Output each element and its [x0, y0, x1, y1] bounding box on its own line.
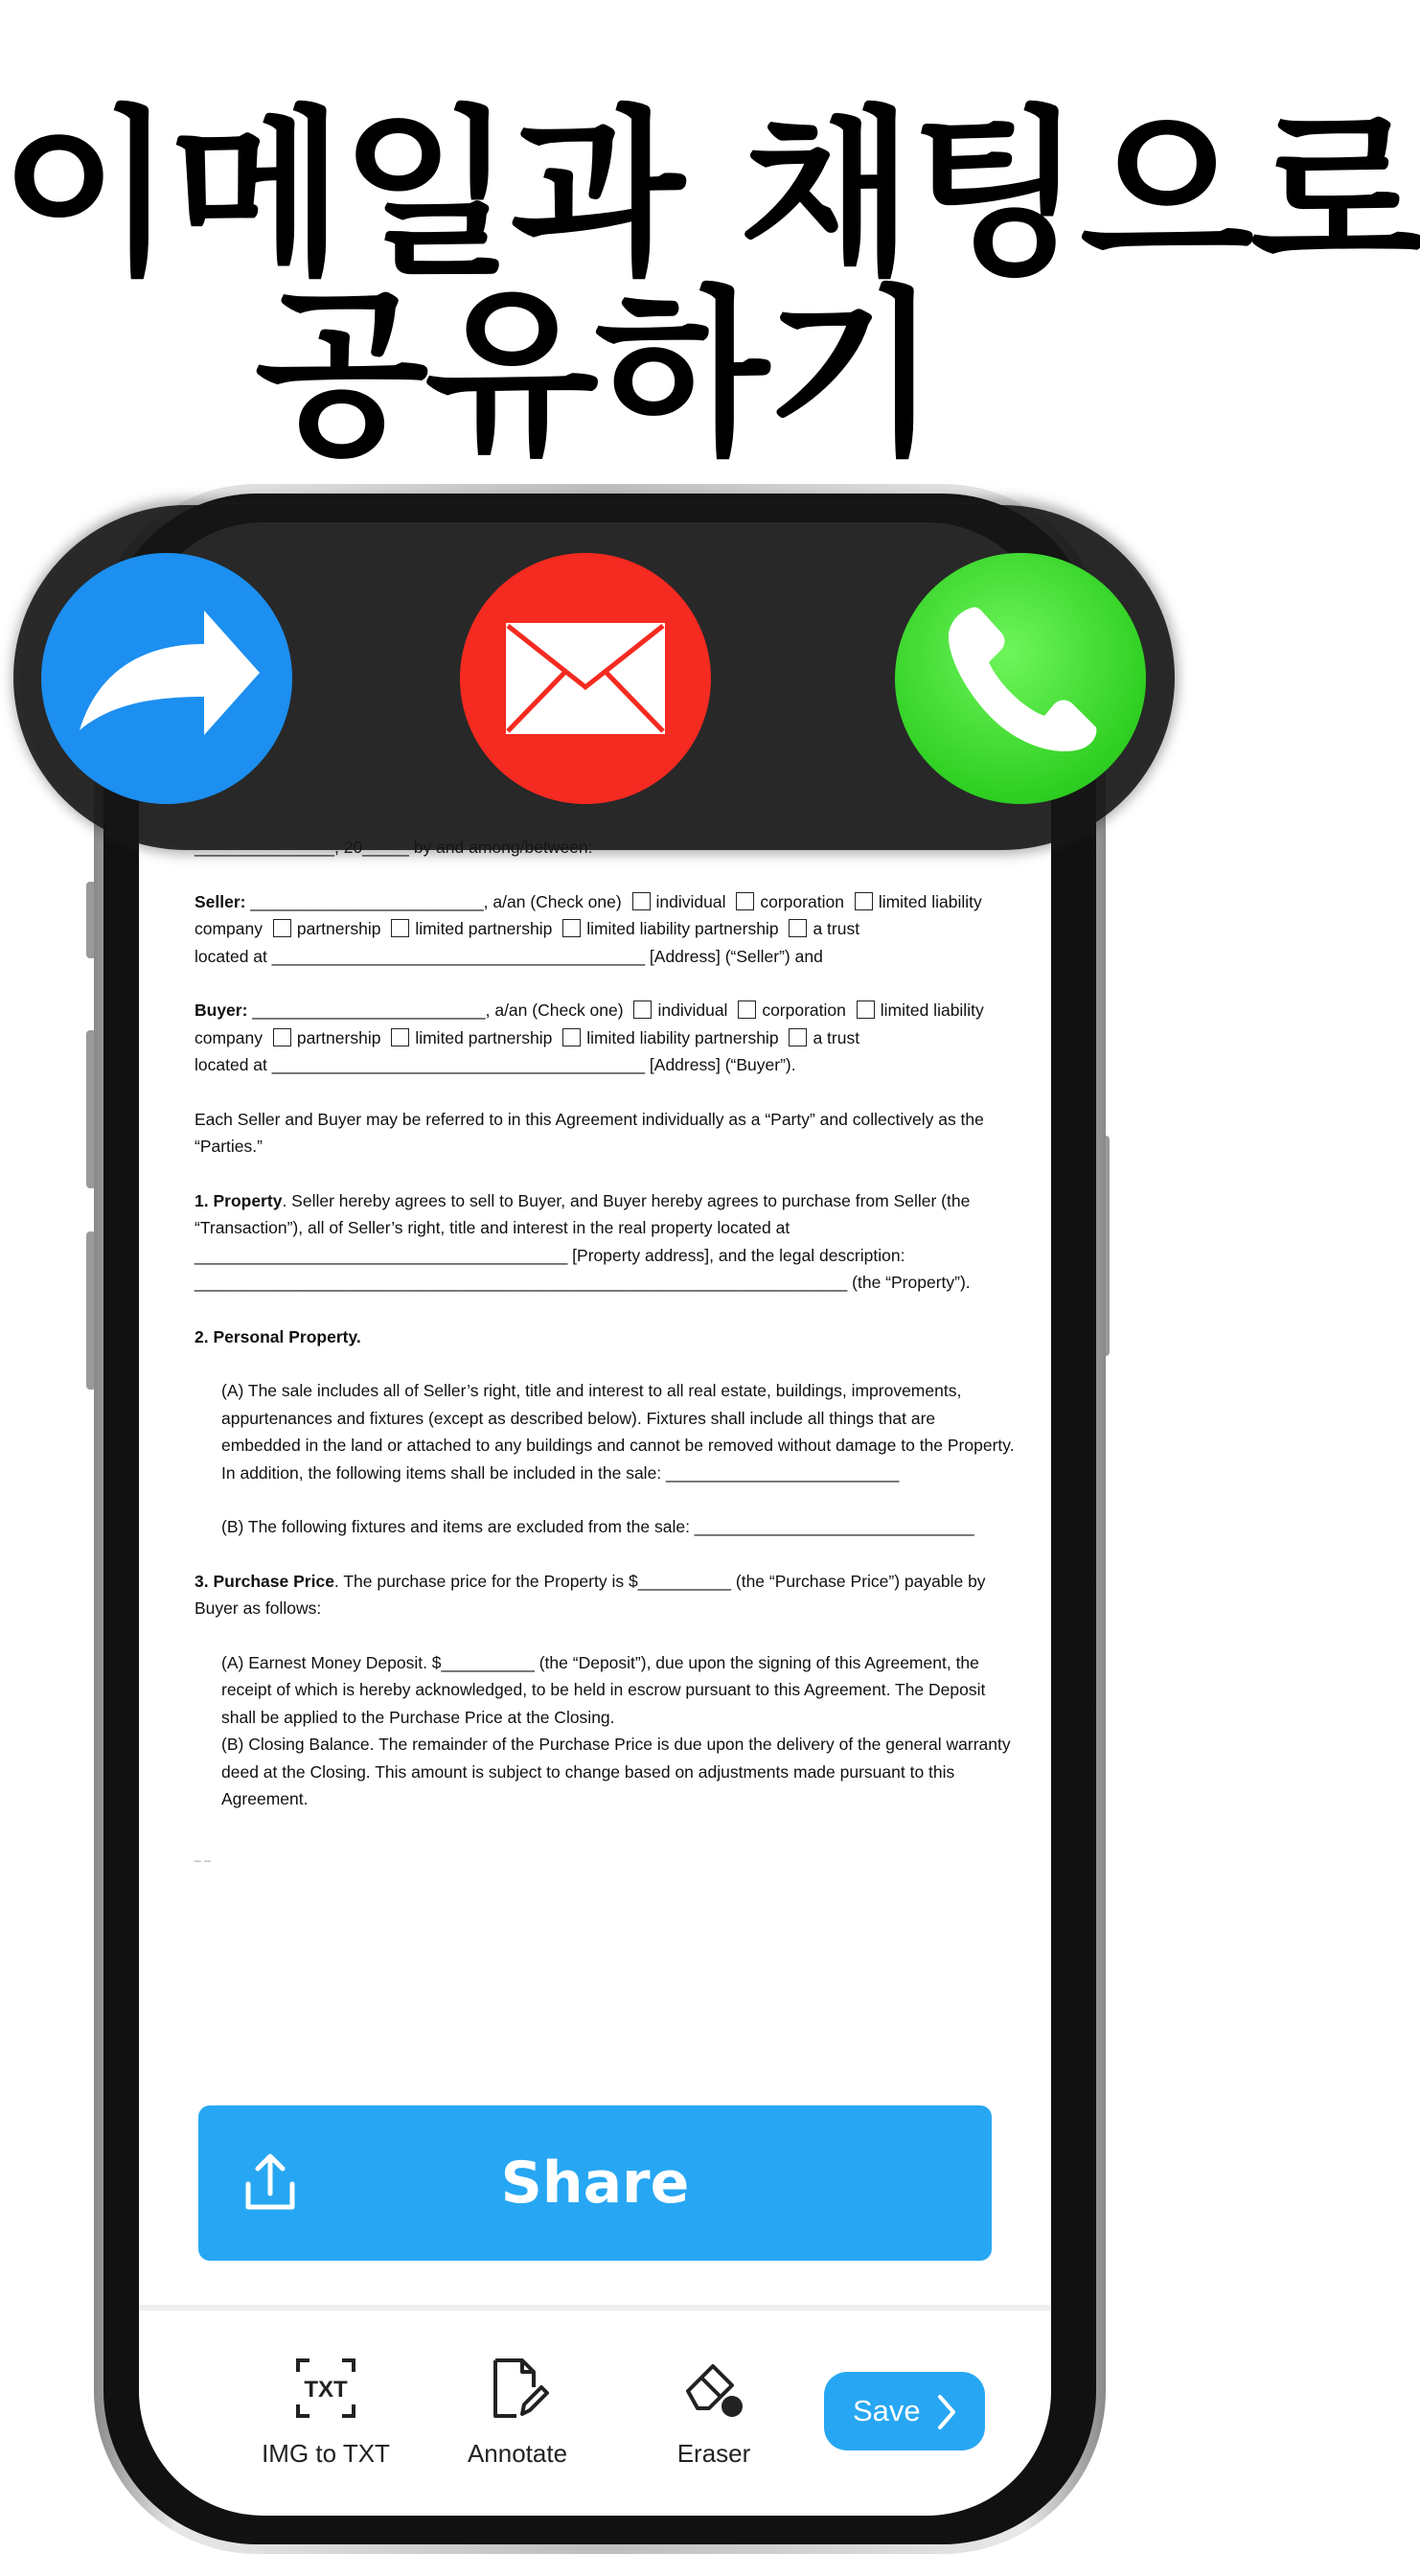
- share-arrow-icon: [41, 553, 292, 804]
- annotate-label: Annotate: [467, 2439, 568, 2468]
- eraser-label: Eraser: [676, 2439, 751, 2468]
- document-page: [195, 834, 1017, 1896]
- doc-section-3: 3. Purchase Price. The purchase price for the Property is $__________ (the “Purchase Price”) payable by Buyer as follows:: [195, 1571, 986, 1618]
- share-target-mail[interactable]: [460, 553, 711, 804]
- phone-handset-icon: [895, 553, 1146, 804]
- checkbox[interactable]: [789, 919, 807, 937]
- img-to-txt-button[interactable]: [230, 2355, 422, 2469]
- headline: [0, 90, 1420, 480]
- checkbox[interactable]: [789, 1028, 807, 1046]
- eraser-icon: [680, 2355, 747, 2422]
- share-button[interactable]: [198, 2105, 992, 2261]
- headline-line-1: 이메일과 채팅으로: [0, 90, 1420, 300]
- svg-text:TXT: TXT: [304, 2377, 348, 2403]
- share-target-phone[interactable]: [895, 553, 1146, 804]
- save-button-label: Save: [853, 2394, 921, 2427]
- text-scan-icon: [292, 2355, 359, 2422]
- doc-buyer-block: Buyer: _________________________, a/an (Check one) individual corporation limited liability company partnership limited partnership limited liability partnership a trust located at ________________________________________ [Address] (“Buyer”).: [195, 1000, 984, 1074]
- annotate-button[interactable]: [422, 2355, 613, 2469]
- share-button-label: Share: [500, 2150, 690, 2217]
- img-to-txt-label: IMG to TXT: [262, 2439, 390, 2468]
- checkbox[interactable]: [391, 919, 409, 937]
- doc-section-2-b: (B) The following fixtures and items are excluded from the sale: ______________________________: [221, 1517, 974, 1536]
- doc-section-3-a: (A) Earnest Money Deposit. $__________ (the “Deposit”), due upon the signing of this Agreement, the receipt of which is hereby acknowledged, to be held in escrow pursuant to this Agreement. The Deposit shall be applied to the Purchase Price at the Closing.: [221, 1652, 986, 1727]
- checkbox[interactable]: [391, 1028, 409, 1046]
- chevron-right-icon: [934, 2393, 959, 2431]
- doc-section-2-a: (A) The sale includes all of Seller’s right, title and interest to all real estate, buildings, improvements, appurtenances and fixtures (except as described below). Fixtures shall include all things that are embedded in the land or attached to any buildings and cannot be removed without damage to the Property. In addition, the following items shall be included in the sale: _________________________: [221, 1381, 1015, 1483]
- doc-section-3-b: (B) Closing Balance. The remainder of the Purchase Price is due upon the delivery of the general warranty deed at the Closing. This amount is subject to change based on adjustments made pursuant to this Agreement.: [221, 1735, 1011, 1808]
- doc-buyer-label: Buyer:: [195, 1000, 248, 1020]
- save-button[interactable]: [824, 2372, 985, 2450]
- share-target-share[interactable]: [41, 553, 292, 804]
- checkbox[interactable]: [273, 1028, 291, 1046]
- checkbox[interactable]: [857, 1000, 875, 1019]
- doc-seller-label: Seller:: [195, 891, 246, 911]
- checkbox[interactable]: [273, 919, 291, 937]
- checkbox[interactable]: [562, 1028, 581, 1046]
- headline-line-2: 공유하기: [254, 270, 936, 480]
- annotate-icon: [484, 2355, 551, 2422]
- checkbox[interactable]: [632, 892, 651, 910]
- checkbox[interactable]: [736, 892, 754, 910]
- checkbox[interactable]: [562, 919, 581, 937]
- toolbar-divider: [139, 2305, 1051, 2311]
- doc-section-1: 1. Property. Seller hereby agrees to sell to Buyer, and Buyer hereby agrees to purchase from Seller (the “Transaction”), all of Seller’s right, title and interest in the real property located at ________________________________________ [Property address], and the legal description: ______________________________________________________________________ (the “Property”).: [195, 1190, 971, 1292]
- checkbox[interactable]: [738, 1000, 756, 1019]
- eraser-button[interactable]: [618, 2355, 810, 2469]
- envelope-icon: [460, 553, 711, 804]
- checkbox[interactable]: [633, 1000, 652, 1019]
- doc-seller-block: Seller: _________________________, a/an (Check one) individual corporation limited liability company partnership limited partnership limited liability partnership a trust located at ________________________________________ [Address] (“Seller”) and: [195, 891, 982, 966]
- doc-footer-mark: _ _: [195, 1848, 211, 1862]
- checkbox[interactable]: [855, 892, 873, 910]
- doc-section-2-title: 2. Personal Property.: [195, 1326, 361, 1346]
- doc-parties: Each Seller and Buyer may be referred to in this Agreement individually as a “Party” and collectively as the “Parties.”: [195, 1109, 984, 1156]
